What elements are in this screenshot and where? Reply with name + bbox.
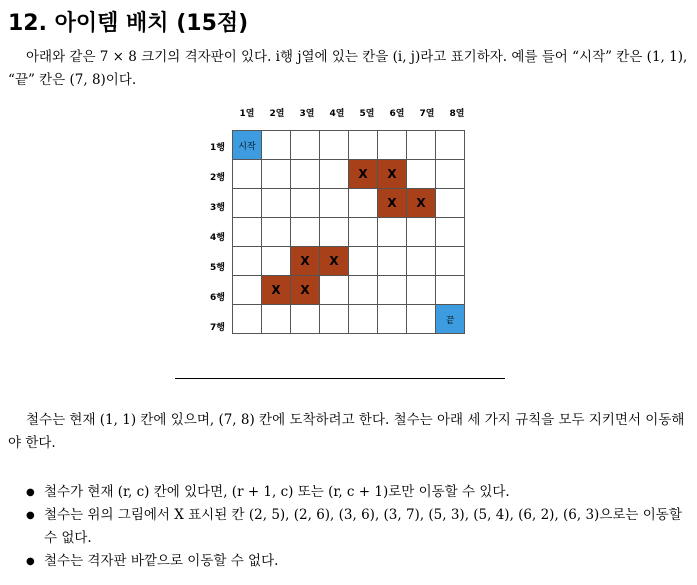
grid-cell [232,159,262,189]
grid-cell [377,217,407,247]
grid-cell [348,130,378,160]
grid-cell [261,217,291,247]
blocked-cell: X [261,275,291,305]
row-label: 7행 [210,323,225,333]
grid-cell [261,159,291,189]
problem-title: 12. 아이템 배치 (15점) [8,11,249,36]
column-label: 4열 [329,109,345,119]
grid-cell [290,159,320,189]
grid-cell [377,275,407,305]
grid-cell [319,130,349,160]
grid-cell [348,217,378,247]
grid-cell [348,275,378,305]
row-label: 5행 [210,263,225,273]
grid-cell [261,246,291,276]
column-label: 8열 [449,109,465,119]
row-label: 3행 [210,203,225,213]
grid-cell [406,159,436,189]
column-label: 1열 [239,109,255,119]
grid-cell [290,304,320,334]
column-label: 2열 [269,109,285,119]
grid-cell [261,188,291,218]
grid-cell [319,275,349,305]
grid-cell [232,246,262,276]
blocked-cell: X [319,246,349,276]
grid-cell [435,275,465,305]
row-label: 4행 [210,233,225,243]
grid-cell [232,217,262,247]
blocked-cell: X [377,188,407,218]
grid-cell [406,275,436,305]
intro-paragraph: 아래와 같은 7 × 8 크기의 격자판이 있다. i행 j열에 있는 칸을 (i, j)라고 표기하자. 예를 들어 “시작” 칸은 (1, 1), “끝” 칸은 (7, 8)이다. [8,49,688,88]
grid-cell [290,130,320,160]
grid-cell [377,246,407,276]
column-label: 6열 [389,109,405,119]
grid-cell [319,304,349,334]
row-label: 6행 [210,293,225,303]
grid-cell [435,159,465,189]
divider [175,378,505,379]
column-label: 7열 [419,109,435,119]
rules-list [26,481,686,573]
blocked-cell: X [377,159,407,189]
grid-cell [377,130,407,160]
column-label: 5열 [359,109,375,119]
end-cell: 끝 [435,304,465,334]
grid-cell [261,130,291,160]
blocked-cell: X [290,246,320,276]
grid-cell [232,304,262,334]
grid-cell [319,188,349,218]
row-label: 2행 [210,173,225,183]
grid-cell [377,304,407,334]
grid-cell [435,130,465,160]
grid-cell [232,275,262,305]
grid-cell [319,217,349,247]
grid-cell [348,188,378,218]
grid-cell [435,188,465,218]
blocked-cell: X [406,188,436,218]
grid-cell [406,304,436,334]
grid-cell [406,217,436,247]
grid-cell [435,217,465,247]
grid-cell [406,130,436,160]
column-label: 3열 [299,109,315,119]
grid-cell [319,159,349,189]
grid-cell [232,188,262,218]
problem-paragraph: 철수는 현재 (1, 1) 칸에 있으며, (7, 8) 칸에 도착하려고 한다. 철수는 아래 세 가지 규칙을 모두 지키면서 이동해야 한다. [8,412,685,451]
grid-cell [290,217,320,247]
grid-cell [348,304,378,334]
grid-cell [290,188,320,218]
blocked-cell: X [290,275,320,305]
blocked-cell: X [348,159,378,189]
grid-cell [261,304,291,334]
grid-cell [406,246,436,276]
row-label: 1행 [210,143,225,153]
rule-item-3: ● 철수는 격자판 바깥으로 이동할 수 없다. [26,550,686,573]
rule-item-2: ● 철수는 위의 그림에서 X 표시된 칸 (2, 5), (2, 6), (3, 6), (3, 7), (5, 3), (5, 4), (6, 2), (6, 3)으로는 이동할 수 없다. [26,504,686,550]
grid-cell [348,246,378,276]
rule-item-1: ● 철수가 현재 (r, c) 칸에 있다면, (r + 1, c) 또는 (r, c + 1)로만 이동할 수 있다. [26,481,686,504]
grid-cell [435,246,465,276]
start-cell: 시작 [232,130,262,160]
